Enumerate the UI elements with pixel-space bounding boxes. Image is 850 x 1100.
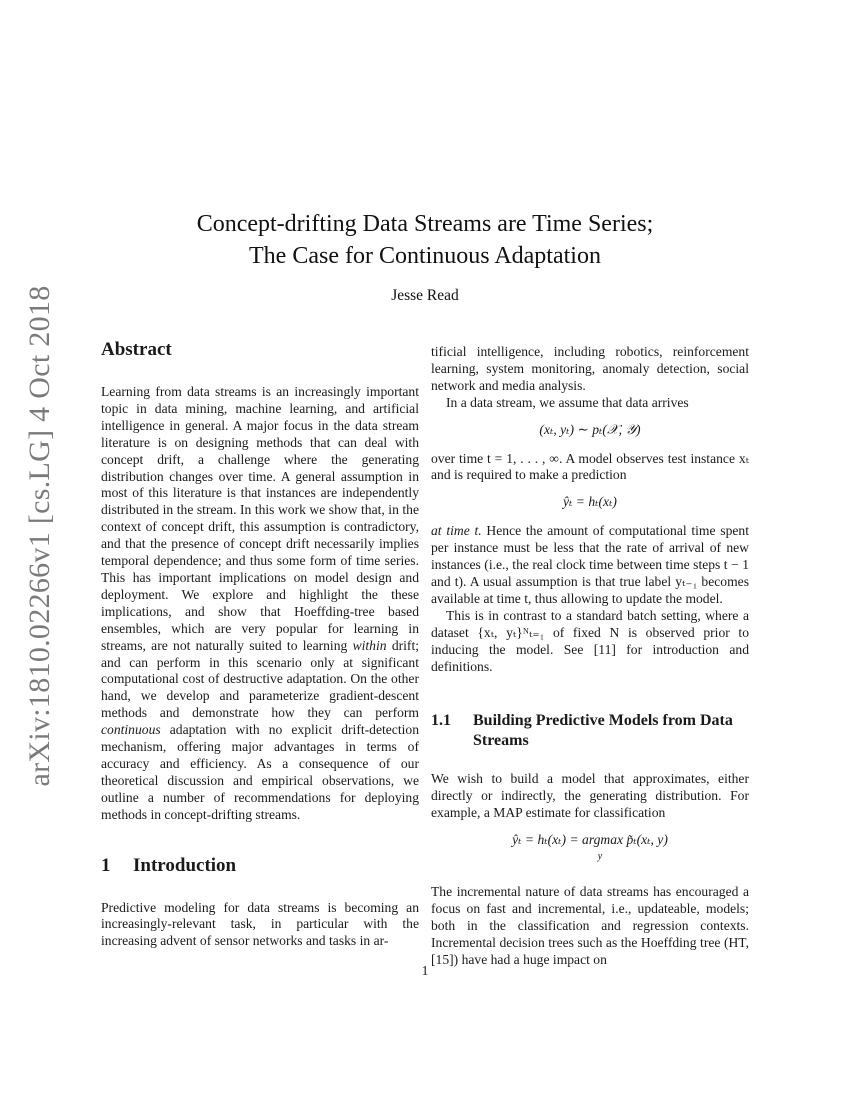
intro-paragraph-5: This is in contrast to a standard batch setting, where a dataset {xₜ, yₜ}ᴺₜ₌₁ of fixed N is observed prior to inducing the model. See [11] for introduction and definitions. [431,607,749,674]
intro-paragraph-1-continued: tificial intelligence, including robotics, reinforcement learning, system monitoring, anomaly detection, social network and media analysis. [431,344,749,393]
intro-paragraph-3: over time t = 1, . . . , ∞. A model observes test instance xₜ and is required to make a prediction [431,450,749,483]
title-line-1: Concept-drifting Data Streams are Time Series; [196,211,654,237]
intro-paragraph-2: In a data stream, we assume that data arrives [446,394,689,410]
intro-paragraph-4: at time t. Hence the amount of computational time spent per instance must be less that the rate of arrival of new instances (i.e., the real clock time between time steps t − 1 and t). A usual assumption is that true label yₜ₋₁ becomes available at time t, thus allowing to update the model. [431,523,749,606]
subsection-paragraph-2: The incremental nature of data streams has encouraged a focus on fast and incremental, i.e., updateable, models; both in the classification and regression contexts. Incremental decision trees such as the Hoeffding tree (HT, [15]) have had a huge impact on [431,883,749,967]
left-column [101,338,419,951]
subsection-paragraph-1: We wish to build a model that approximates, either directly or indirectly, the generating distribution. For example, a MAP estimate for classification [431,771,749,821]
introduction-heading: 1 Introduction [101,854,237,876]
equation-prediction: ŷₜ = hₜ(xₜ) [563,494,617,510]
intro-paragraph-1: Predictive modeling for data streams is becoming an increasingly-relevant task, in particular with the increasing advent of sensor networks and tasks in ar- [101,899,419,949]
arxiv-identifier: arXiv:1810.02266v1 [cs.LG] 4 Oct 2018 [23,285,56,787]
abstract-text: Learning from data streams is an increasingly important topic in data mining, machine learning, and artificial intelligence in general. A major focus in the data stream literature is on designing methods that can deal with concept drift, a challenge where the generating distribution changes over time. A general assumption in most of this literature is that instances are independently distributed in the stream. In this work we show that, in the context of concept drift, this assumption is contradictory, and that the presence of concept drift necessarily implies temporal dependence; and thus some form of time series. This has important implications on model design and deployment. We explore and highlight the these implications, and show that Hoeffding-tree based ensembles, which are very popular for learning in streams, are not naturally suited to learning within drift; and can perform in this scenario only at significant computational cost of destructive adaptation. On the other hand, we develop and parameterize gradient-descent methods and demonstrate how they can perform continuous adaptation with no explicit drift-detection mechanism, offering major advantages in terms of accuracy and efficiency. As a consequence of our theoretical discussion and empirical observations, we outline a number of recommendations for deploying methods in concept-drifting streams. [101,384,419,822]
abstract-heading: Abstract [101,339,172,360]
equation-map-estimate: ŷₜ = hₜ(xₜ) = argmax p̃ₜ(xₜ, y) y [431,832,749,866]
right-column [431,344,749,968]
paper-title [0,208,850,272]
title-line-2: The Case for Continuous Adaptation [249,243,601,269]
argmax-subscript: y [597,851,603,863]
page-number: 1 [421,963,429,978]
subsection-heading: 1.1 Building Predictive Models from Data Streams [431,712,733,750]
author-name: Jesse Read [391,287,459,304]
equation-data-arrival: (xₜ, yₜ) ∼ pₜ(𝒳, 𝒴) [539,421,641,437]
